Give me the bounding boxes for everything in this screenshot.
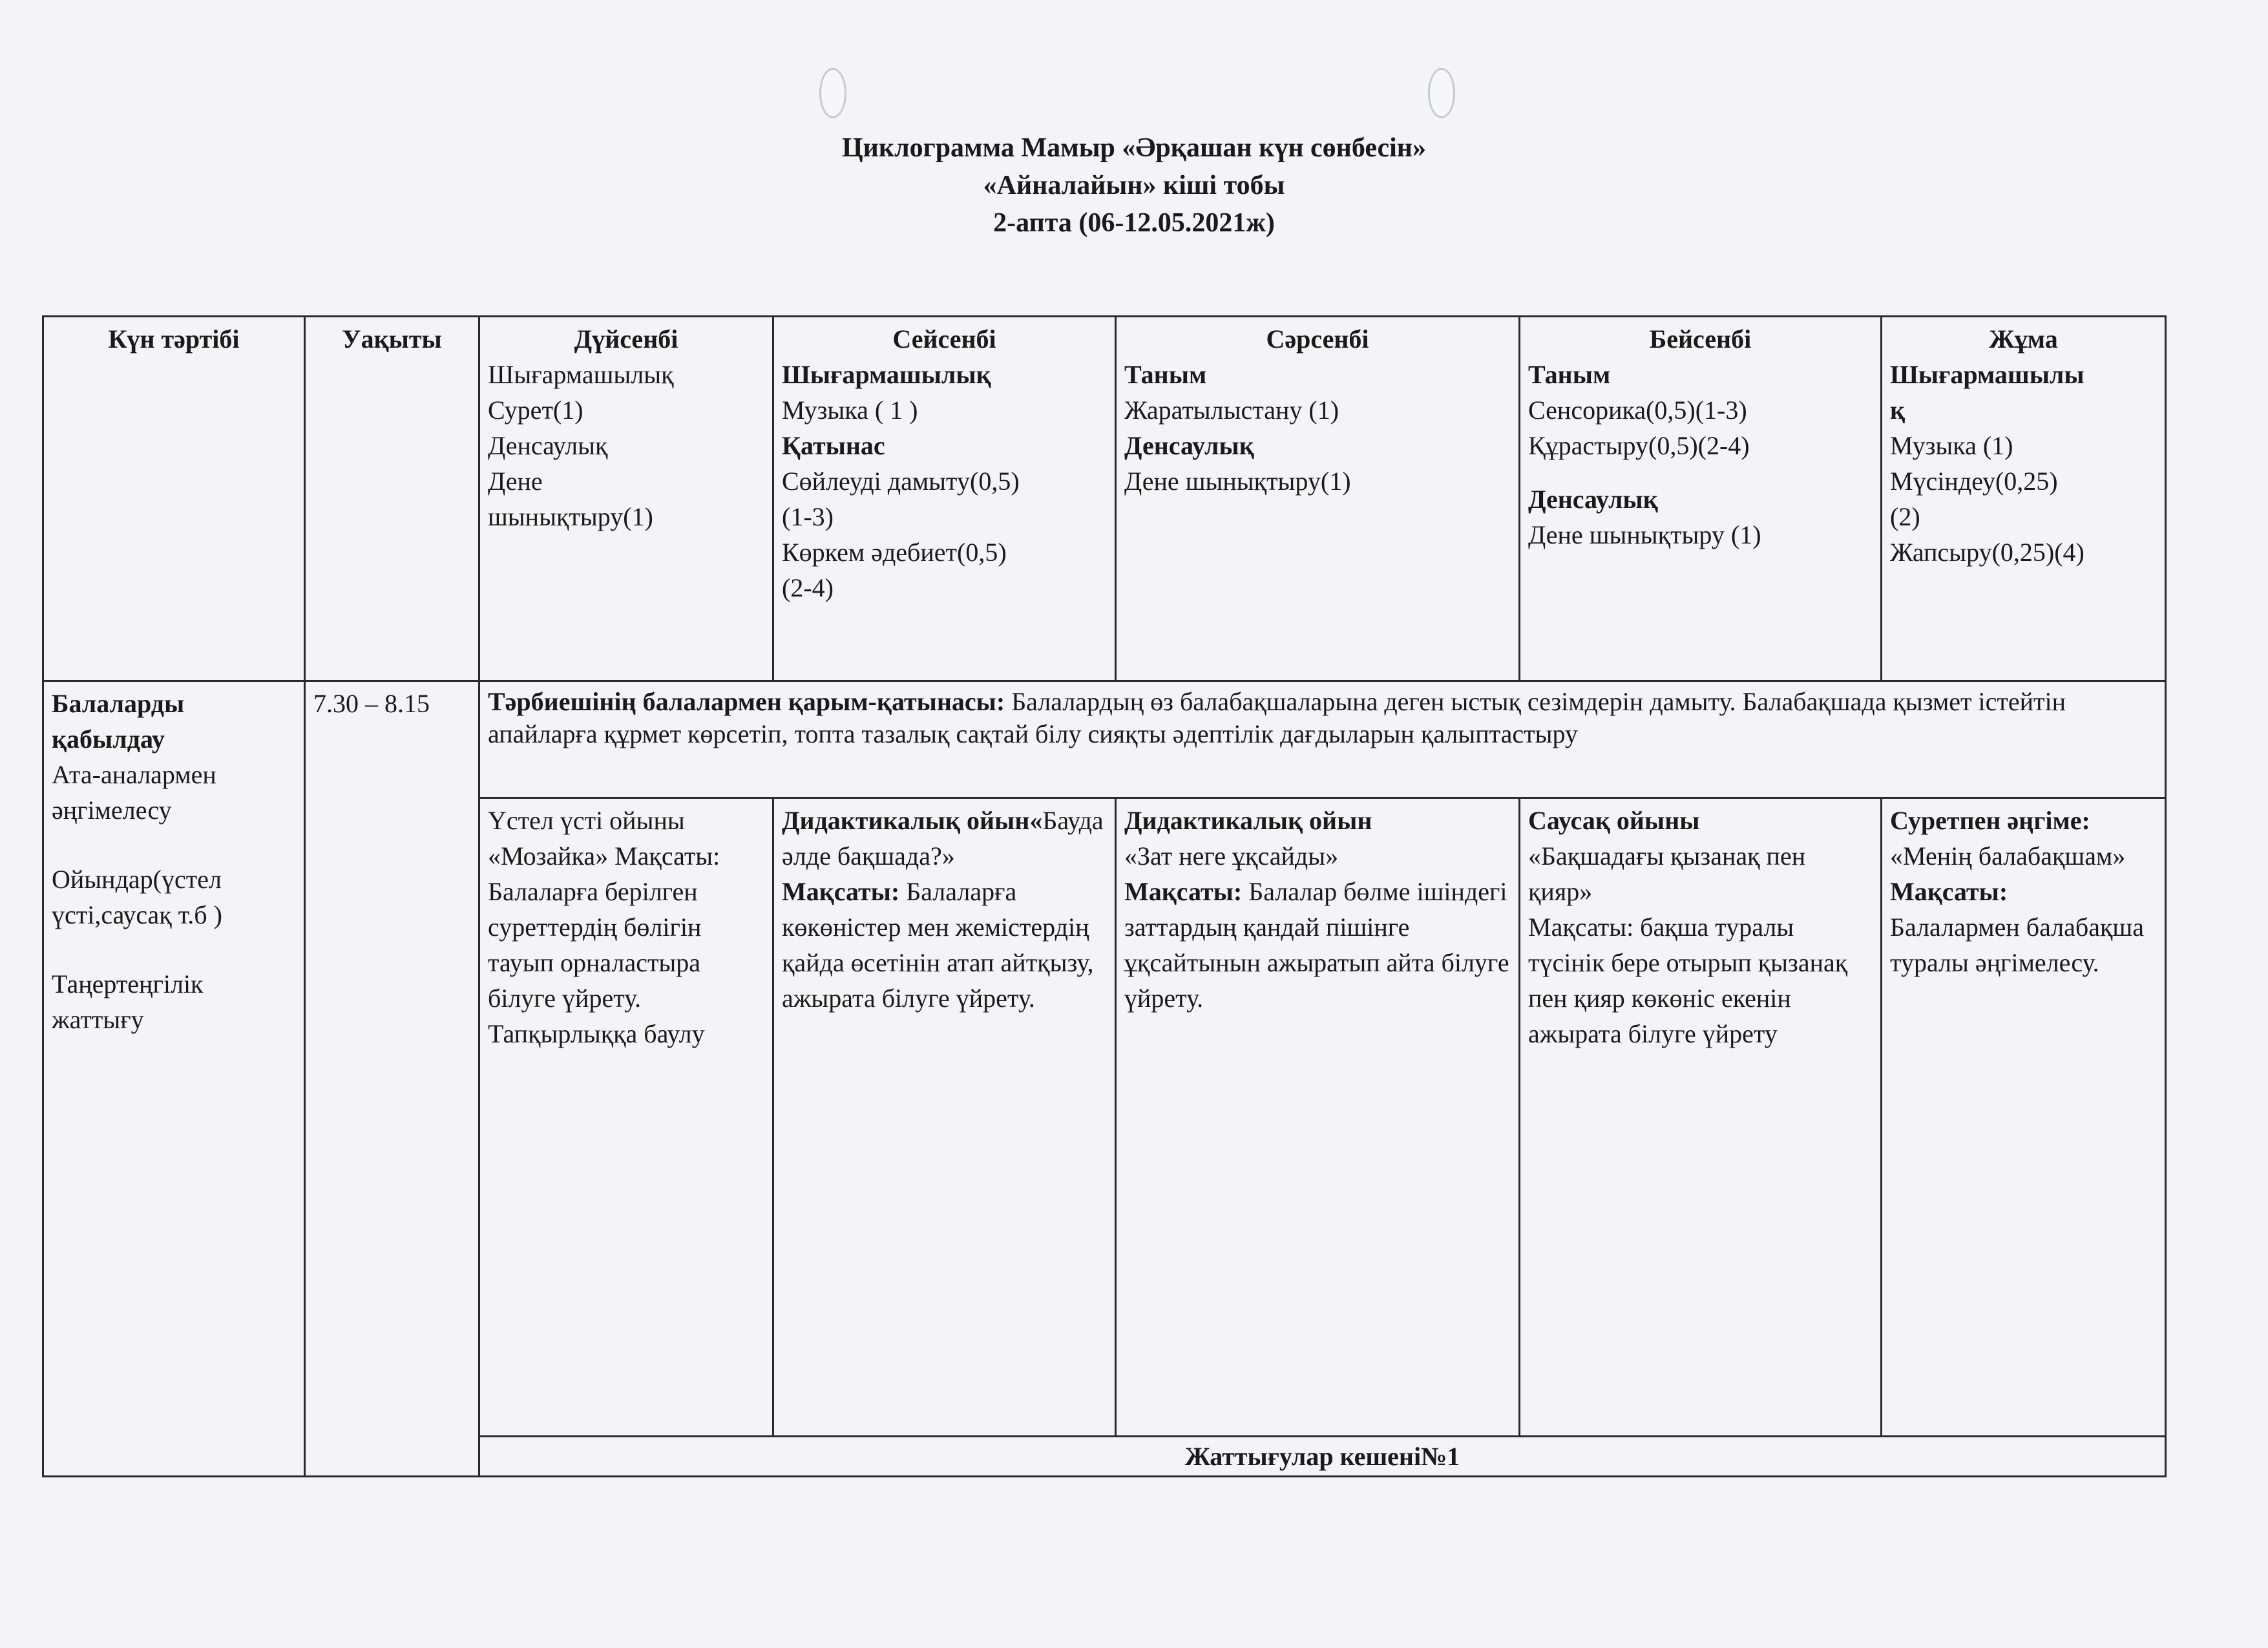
game-text-part: Балаларға көкөністер мен жемістердің қайда өсетінін атап айтқызу, ажырата білуге үйрету. <box>782 877 1094 1013</box>
day-subject-line: Сөйлеуді дамыту(0,5) <box>782 467 1020 496</box>
day-subject-line: Музыка ( 1 ) <box>782 396 918 425</box>
communication-cell <box>479 681 2166 798</box>
game-cell-monday <box>479 798 773 1436</box>
day-header-wednesday <box>1116 317 1520 681</box>
day-subject-line: Жапсыру(0,25)(4) <box>1890 538 2084 567</box>
day-subject-line: Денсаулық <box>1124 431 1254 460</box>
day-subject-line: (1-3) <box>782 502 834 531</box>
schedule-cell <box>43 681 305 1477</box>
day-subject-line: (2-4) <box>782 573 834 602</box>
group-name: «Айналайын» кіші тобы <box>983 171 1285 200</box>
day-subject-line: Сурет(1) <box>488 396 583 425</box>
day-subject-line: Мүсіндеу(0,25) <box>1890 467 2058 496</box>
punch-hole-right <box>1428 68 1455 118</box>
game-text-part: «Менің балабақшам» <box>1890 841 2126 871</box>
game-text-part: Мақсаты: бақша туралы түсінік бере отырып қызанақ пен қияр көкөніс екенін ажырата білуге үйрету <box>1528 913 1848 1049</box>
day-subject-line: (2) <box>1890 502 1920 531</box>
game-text-part: Үстел үсті ойыны «Мозайка» Мақсаты: Балаларға берілген суреттердің бөлігін тауып орналастыра білуге үйрету. Тапқырлыққа баулу <box>488 806 720 1049</box>
game-text-part: Дидактикалық ойын <box>1124 806 1372 836</box>
day-header-tuesday <box>773 317 1116 681</box>
col-header-time: Уақыты <box>305 317 479 681</box>
game-text-part: Балалар бөлме ішіндегі заттардың қандай пішінге ұқсайтынын ажыратып айта білуге үйрету. <box>1124 877 1509 1013</box>
day-subject-line: Шығармашылық <box>488 360 674 389</box>
day-subject-line: Жаратылыстану (1) <box>1124 396 1339 425</box>
game-text-part: Дидактикалық ойын« <box>782 806 1043 836</box>
communication-label: Тәрбиешінің балалармен қарым-қатынасы: <box>488 687 1005 717</box>
schedule-item-parents: Ата-аналармен әңгімелесу <box>52 760 216 825</box>
doc-title: Циклограмма Мамыр «Әрқашан күн сөнбесін» <box>842 133 1426 163</box>
game-cell-friday <box>1882 798 2166 1436</box>
day-subject-line: Құрастыру(0,5)(2-4) <box>1528 431 1750 460</box>
day-subject-line: Дене шынықтыру (1) <box>1528 520 1761 549</box>
communication-text: Балалардың өз балабақшаларына деген ыстық сезімдерін дамыту. Балабақшада қызмет істейтін апайларға құрмет көрсетіп, топта тазалық сақтай білу сияқты әдептілік дағдыларын қалыптастыру <box>488 687 2066 749</box>
col-header-schedule: Күн тәртібі <box>43 317 305 681</box>
game-cell-tuesday <box>773 798 1116 1436</box>
game-text-part: Саусақ ойыны <box>1528 806 1700 836</box>
day-subject-line: Музыка (1) <box>1890 431 2013 460</box>
day-subject-line: Сенсорика(0,5)(1-3) <box>1528 396 1747 425</box>
day-subject-line: Дене шынықтыру(1) <box>1124 467 1351 496</box>
game-text-part: Мақсаты: <box>1124 877 1243 907</box>
day-subject-line: Шығармашылық <box>782 360 991 389</box>
day-subject-line: шынықтыру(1) <box>488 502 653 531</box>
day-header-friday <box>1882 317 2166 681</box>
document-header <box>0 129 2268 242</box>
day-subject-line: Көркем әдебиет(0,5) <box>782 538 1007 567</box>
game-text-part: Балалармен балабақша туралы әңгімелесу. <box>1890 913 2144 978</box>
day-name: Сейсенбі <box>892 324 996 354</box>
exercise-complex-label: Жаттығулар кешені№1 <box>479 1436 2166 1476</box>
day-name: Дүйсенбі <box>574 324 678 354</box>
day-subject-line: Қатынас <box>782 431 885 460</box>
schedule-item-games: Ойындар(үстел үсті,саусақ т.б ) <box>52 865 222 930</box>
table-head-row <box>43 317 2166 681</box>
game-text-part: Мақсаты: <box>782 877 900 907</box>
day-subject-line: Таным <box>1528 360 1611 389</box>
day-subject-line <box>1528 463 1873 481</box>
cyclogram-table <box>42 315 2167 1477</box>
day-name: Жұма <box>1989 324 2058 354</box>
time-cell: 7.30 – 8.15 <box>305 681 479 1477</box>
week-label: 2-апта (06-12.05.2021ж) <box>993 208 1275 238</box>
day-subject-line: Шығармашылы <box>1890 360 2084 389</box>
game-text-part: Суретпен әңгіме: <box>1890 806 2090 836</box>
day-subject-line: Таным <box>1124 360 1207 389</box>
game-cell-wednesday <box>1116 798 1520 1436</box>
day-subject-line: Дене <box>488 467 543 496</box>
day-subject-line: Денсаулық <box>1528 485 1658 514</box>
schedule-item-exercise: Таңертеңгілік жаттығу <box>52 969 204 1035</box>
schedule-title: Балаларды қабылдау <box>52 689 185 754</box>
day-name: Сәрсенбі <box>1266 324 1369 354</box>
day-header-monday <box>479 317 773 681</box>
day-header-thursday <box>1520 317 1882 681</box>
punch-hole-left <box>819 68 846 118</box>
day-name: Бейсенбі <box>1649 324 1752 354</box>
day-subject-line: Денсаулық <box>488 431 608 460</box>
game-text-part: «Зат неге ұқсайды» <box>1124 841 1339 871</box>
communication-row <box>43 681 2166 798</box>
game-text-part: Мақсаты: <box>1890 877 2008 907</box>
day-subject-line: қ <box>1890 396 1906 425</box>
game-text-part: «Бақшадағы қызанақ пен қияр» <box>1528 841 1806 907</box>
game-cell-thursday <box>1520 798 1882 1436</box>
game-text-part: Бауда әлде бақшада?» <box>782 806 1104 871</box>
